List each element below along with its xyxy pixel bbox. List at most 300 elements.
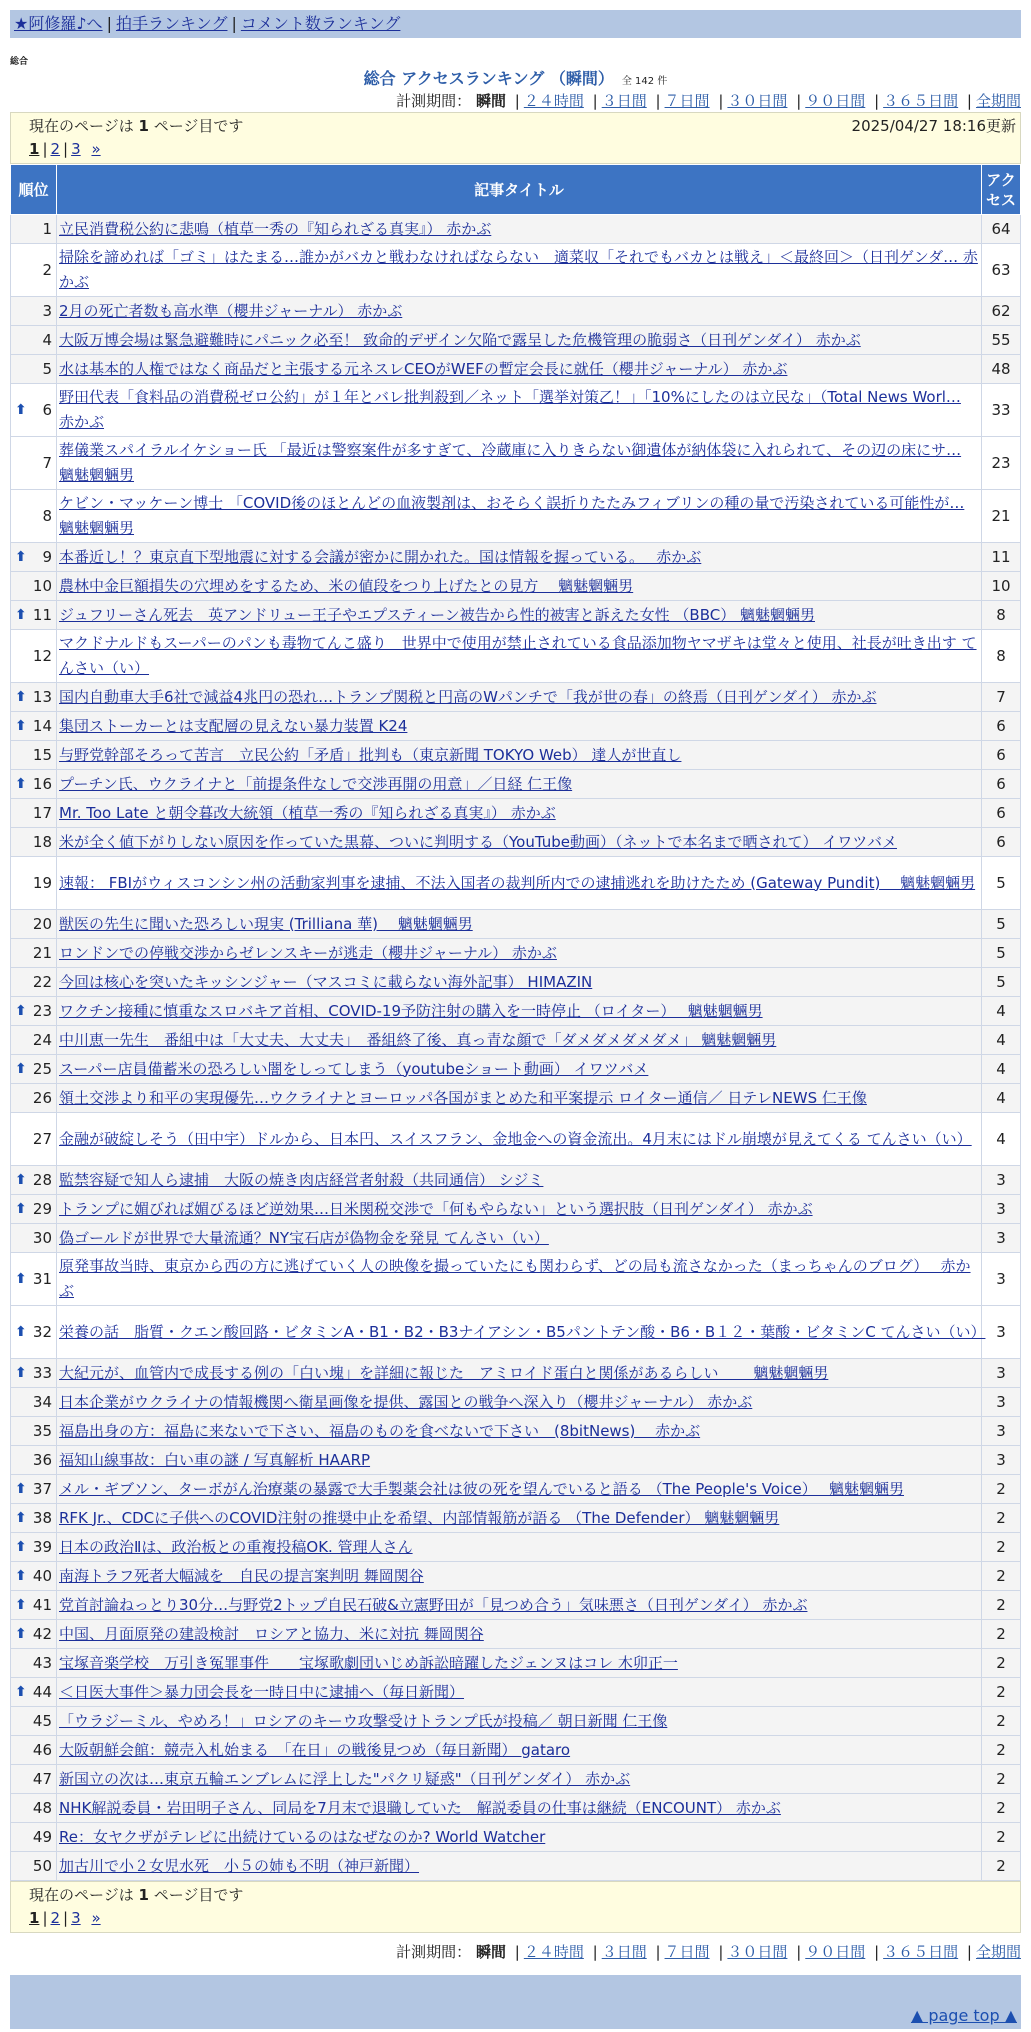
rank-number: 5 [42,359,52,378]
table-row [11,1736,1021,1765]
rank-number: 26 [32,1088,52,1107]
top-nav-bar [10,10,1021,38]
page-separator: | [63,140,69,158]
rank-cell [11,1794,57,1823]
access-count: 10 [982,572,1021,601]
access-count: 5 [982,968,1021,997]
rank-up-arrow-icon: ⬆ [15,1510,27,1526]
table-row [11,215,1021,244]
page-link-3[interactable]: 3 [71,140,81,158]
rank-cell [11,741,57,770]
table-row [11,1417,1021,1446]
header-title: 記事タイトル [57,165,982,215]
title-cell [57,857,982,910]
rank-up-arrow-icon: ⬆ [15,718,27,734]
access-count: 2 [982,1475,1021,1504]
rank-up-arrow-icon: ⬆ [15,402,27,418]
rank-number: 31 [32,1269,52,1288]
rank-cell [11,997,57,1026]
rank-cell [11,244,57,297]
article-title-link[interactable]: 原発事故当時、東京から西の方に逃げていく人の映像を撮っていたにも関わらず、どの局も流さなかった（まっちゃんのブログ） 赤かぶ [59,1257,971,1300]
period-separator: | [655,1943,661,1961]
nav-link-comment-ranking[interactable]: コメント数ランキング [240,14,401,33]
table-row [11,1113,1021,1166]
table-row [11,543,1021,572]
article-title-link[interactable]: 「ウラジーミル、やめろ！」ロシアのキーウ攻撃受けトランプ氏が投稿／ 朝日新聞 仁王像 [59,1711,668,1730]
rank-cell [11,1306,57,1359]
title-cell [57,1707,982,1736]
rank-cell [11,1446,57,1475]
article-title-link[interactable]: 監禁容疑で知人ら逮捕 大阪の焼き肉店経営者射殺（共同通信） シジミ [59,1170,544,1189]
article-title-link[interactable]: 金融が破綻しそう（田中宇）ドルから、日本円、スイスフラン、金地金への資金流出。4月末にはドル崩壊が見えてくる てんさい（い） [59,1129,972,1148]
article-title-link[interactable]: 大阪朝鮮会館：競売入札始まる 「在日」の戦後見つめ（毎日新聞） gataro [59,1740,571,1759]
article-title-link[interactable]: 葬儀業スパイラルイケショー氏 「最近は警察案件が多すぎて、冷蔵庫に入りきらない御遺体が納体袋に入れられて、その辺の床にサ… 魑魅魍魎男 [59,441,962,484]
rank-cell [11,543,57,572]
rank-up-arrow-icon: ⬆ [15,1271,27,1287]
access-count: 5 [982,939,1021,968]
access-count: 2 [982,1707,1021,1736]
period-option-all[interactable]: 全期間 [975,1943,1021,1961]
article-title-link[interactable]: 掃除を諦めれば「ゴミ」はたまる…誰かがバカと戦わなければならない 適菜収「それでもバカとは戦え」＜最終回＞（日刊ゲンダ… 赤かぶ [59,248,978,291]
article-title-link[interactable]: 獣医の先生に聞いた恐ろしい現実 (Trilliana 華) 魑魅魍魎男 [59,914,473,933]
rank-up-arrow-icon: ⬆ [15,1365,27,1381]
article-title-link[interactable]: RFK Jr.、CDCに子供へのCOVID注射の推奨中止を希望、内部情報筋が語る （The Defender） 魑魅魍魎男 [59,1508,780,1527]
table-row [11,939,1021,968]
rank-cell [11,1649,57,1678]
page-status-prefix: 現在のページは [29,117,134,135]
access-count: 48 [982,355,1021,384]
rank-cell [11,857,57,910]
page-link-current: 1 [29,1909,40,1927]
rank-number: 29 [32,1199,52,1218]
rank-up-arrow-icon: ⬆ [15,1003,27,1019]
title-cell [57,1388,982,1417]
access-count: 2 [982,1591,1021,1620]
rank-cell [11,1359,57,1388]
page-status-current: 1 [138,1886,149,1904]
rank-number: 10 [32,576,52,595]
table-row [11,1794,1021,1823]
article-title-link[interactable]: 日本の政治Ⅱは、政治板との重複投稿OK. 管理人さん [59,1537,413,1556]
article-title-link[interactable]: Re：女ヤクザがテレビに出続けているのはなぜなのか? World Watcher [59,1827,546,1846]
ranking-title [10,68,1021,90]
title-cell [57,1306,986,1359]
article-title-link[interactable]: 2月の死亡者数も高水準（櫻井ジャーナル） 赤かぶ [59,301,403,320]
rank-cell [11,683,57,712]
rank-up-arrow-icon: ⬆ [15,1684,27,1700]
rank-number: 49 [32,1827,52,1846]
access-count: 21 [982,490,1021,543]
ranking-count: 全 142 件 [621,76,668,87]
title-cell [57,1852,982,1881]
period-option-24h[interactable]: ２４時間 [523,92,584,110]
access-count: 2 [982,1823,1021,1852]
access-count: 8 [982,601,1021,630]
rank-up-arrow-icon: ⬆ [15,1568,27,1584]
period-separator: | [718,92,724,110]
article-title-link[interactable]: 米が全く値下がりしない原因を作っていた黒幕、ついに判明する（YouTube動画）（ネットで本名まで晒されて） イワツバメ [59,832,897,851]
title-cell [57,1224,982,1253]
article-title-link[interactable]: 新国立の次は…東京五輪エンブレムに浮上した"パクリ疑惑"（日刊ゲンダイ） 赤かぶ [59,1769,631,1788]
rank-number: 1 [42,219,52,238]
page-link-2[interactable]: 2 [50,140,61,158]
rank-cell [11,1736,57,1765]
article-title-link[interactable]: ワクチン接種に慎重なスロバキア首相、COVID-19予防注射の購入を一時停止 （ロイター） 魑魅魍魎男 [59,1001,763,1020]
table-row [11,601,1021,630]
rank-cell [11,1620,57,1649]
title-cell [57,1794,982,1823]
period-separator: | [796,1943,802,1961]
table-row [11,244,1021,297]
category-label: 総合 [10,57,29,67]
table-row [11,799,1021,828]
rank-cell [11,1562,57,1591]
title-cell [57,1533,982,1562]
access-count: 4 [982,1113,1021,1166]
rank-number: 23 [32,1001,52,1020]
rank-up-arrow-icon: ⬆ [15,1201,27,1217]
rank-number: 35 [32,1421,52,1440]
title-cell [57,712,982,741]
page-info-top [10,112,1021,164]
article-title-link[interactable]: NHK解説委員・岩田明子さん、同局を7月末で退職していた 解説委員の仕事は継続（ENCOUNT） 赤かぶ [59,1798,781,1817]
table-row [11,828,1021,857]
rank-cell [11,1113,57,1166]
title-cell [57,1026,982,1055]
rank-cell [11,1026,57,1055]
table-row [11,968,1021,997]
title-cell [57,968,982,997]
rank-cell [11,490,57,543]
rank-cell [11,1253,57,1306]
period-option-3d[interactable]: ３日間 [601,92,647,110]
period-option-7d[interactable]: ７日間 [664,92,710,110]
rank-cell [11,326,57,355]
period-separator: | [514,1943,520,1961]
rank-cell [11,601,57,630]
page-link-2[interactable]: 2 [50,1909,61,1927]
table-row [11,683,1021,712]
article-title-link[interactable]: 領土交渉より和平の実現優先…ウクライナとヨーロッパ各国がまとめた和平案提示 ロイター通信／ 日テレNEWS 仁王像 [59,1088,867,1107]
title-cell [57,1504,982,1533]
rank-number: 19 [32,873,52,892]
article-title-link[interactable]: ロンドンでの停戦交渉からゼレンスキーが逃走（櫻井ジャーナル） 赤かぶ [59,943,557,962]
access-count: 6 [982,799,1021,828]
page-status-suffix: ページ目です [153,117,244,135]
table-row [11,326,1021,355]
nav-separator: | [106,14,112,33]
period-separator: | [514,92,520,110]
article-title-link[interactable]: 集団ストーカーとは支配層の見えない暴力装置 K24 [59,716,408,735]
article-title-link[interactable]: 今回は核心を突いたキッシンジャー（マスコミに載らない海外記事） HIMAZIN [59,972,593,991]
page-separator: | [63,1909,69,1927]
rank-cell [11,1417,57,1446]
table-row [11,437,1021,490]
article-title-link[interactable]: プーチン氏、ウクライナと「前提条件なしで交渉再開の用意」／日経 仁王像 [59,774,573,793]
title-cell [57,244,982,297]
period-label: 計測期間： [396,92,472,110]
access-count: 23 [982,437,1021,490]
rank-number: 8 [42,506,52,525]
rank-up-arrow-icon: ⬆ [15,1597,27,1613]
article-title-link[interactable]: 本番近し！？東京直下型地震に対する会議が密かに開かれた。国は情報を握っている。 赤かぶ [59,547,702,566]
title-cell [57,997,982,1026]
article-title-link[interactable]: メル・ギブソン、ターボがん治療薬の暴露で大手製薬会社は彼の死を望んでいると語る （The People's Voice） 魑魅魍魎男 [59,1479,904,1498]
period-option-30d[interactable]: ３０日間 [727,92,788,110]
article-title-link[interactable]: 大紀元が、血管内で成長する例の「白い塊」を詳細に報じた アミロイド蛋白と関係があるらしい 魑魅魍魎男 [59,1363,829,1382]
page-status [29,1884,1002,1907]
period-separator: | [966,1943,972,1961]
ranking-table-body [11,215,1021,1881]
rank-up-arrow-icon: ⬆ [15,1481,27,1497]
rank-cell [11,799,57,828]
article-title-link[interactable]: 偽ゴールドが世界で大量流通？NY宝石店が偽物金を発見 てんさい（い） [59,1228,549,1247]
period-option-30d[interactable]: ３０日間 [727,1943,788,1961]
access-count: 63 [982,244,1021,297]
rank-number: 21 [32,943,52,962]
rank-number: 41 [32,1595,52,1614]
title-cell [57,490,982,543]
rank-cell [11,1055,57,1084]
table-row [11,297,1021,326]
period-option-365d[interactable]: ３６５日間 [883,1943,959,1961]
rank-cell [11,1504,57,1533]
article-title-link[interactable]: 立民消費税公約に悲鳴（植草一秀の『知られざる真実』） 赤かぶ [59,219,492,238]
article-title-link[interactable]: Mr. Too Late と朝令暮改大統領（植草一秀の『知られざる真実』） 赤かぶ [59,803,556,822]
title-cell [57,1195,982,1224]
rank-cell [11,968,57,997]
access-count: 3 [982,1253,1021,1306]
rank-number: 33 [32,1363,52,1382]
rank-number: 24 [32,1030,52,1049]
rank-number: 38 [32,1508,52,1527]
period-option-365d[interactable]: ３６５日間 [883,92,959,110]
period-option-all[interactable]: 全期間 [975,92,1021,110]
rank-number: 22 [32,972,52,991]
rank-number: 40 [32,1566,52,1585]
table-row [11,1055,1021,1084]
page-link-next[interactable]: » [91,1909,101,1927]
access-count: 6 [982,712,1021,741]
article-title-link[interactable]: 福島出身の方：福島に来ないで下さい、福島のものを食べないで下さい (8bitNews) 赤かぶ [59,1421,701,1440]
title-cell [57,543,982,572]
rank-number: 37 [32,1479,52,1498]
page-separator: | [42,140,48,158]
access-count: 4 [982,1055,1021,1084]
title-cell [57,910,982,939]
period-current: 瞬間 [475,1943,506,1961]
header-access: アクセス [982,165,1021,215]
title-cell [57,1649,982,1678]
rank-up-arrow-icon: ⬆ [15,607,27,623]
table-row [11,1765,1021,1794]
article-title-link[interactable]: スーパー店員備蓄米の恐ろしい闇をしってしまう（youtubeショート動画） イワツバメ [59,1059,649,1078]
access-count: 3 [982,1195,1021,1224]
table-row [11,572,1021,601]
period-option-3d[interactable]: ３日間 [601,1943,647,1961]
rank-up-arrow-icon: ⬆ [15,1061,27,1077]
rank-number: 16 [32,774,52,793]
table-row [11,630,1021,683]
page-link-3[interactable]: 3 [71,1909,81,1927]
table-row [11,1678,1021,1707]
period-option-24h[interactable]: ２４時間 [523,1943,584,1961]
table-row [11,1562,1021,1591]
access-count: 2 [982,1649,1021,1678]
article-title-link[interactable]: 福知山線事故：白い車の謎 / 写真解析 HAARP [59,1450,371,1469]
title-cell [57,1475,982,1504]
article-title-link[interactable]: ＜日医大事件＞暴力団会長を一時日中に逮捕へ（毎日新聞） [59,1682,465,1701]
page-separator [84,140,89,158]
page-top-link[interactable]: ▲ page top ▲ [910,2006,1017,2025]
table-row [11,1166,1021,1195]
title-cell [57,326,982,355]
table-row [11,1446,1021,1475]
rank-cell [11,770,57,799]
period-option-7d[interactable]: ７日間 [664,1943,710,1961]
table-row [11,1823,1021,1852]
title-cell [57,384,982,437]
title-cell [57,683,982,712]
rank-cell [11,1707,57,1736]
rank-cell [11,1195,57,1224]
access-count: 2 [982,1620,1021,1649]
period-separator: | [592,1943,598,1961]
access-count: 8 [982,630,1021,683]
article-title-link[interactable]: 速報： FBIがウィスコンシン州の活動家判事を逮捕、不法入国者の裁判所内での逮捕逃れを助けたため (Gateway Pundit) 魑魅魍魎男 [59,873,976,892]
rank-cell [11,297,57,326]
rank-cell [11,1852,57,1881]
rank-number: 6 [42,400,52,419]
rank-number: 25 [32,1059,52,1078]
nav-link-home[interactable]: ★阿修羅♪へ [14,14,103,33]
rank-number: 3 [42,301,52,320]
title-cell [57,572,982,601]
rank-number: 11 [32,605,52,624]
bottom-bar [10,1975,1021,2029]
article-title-link[interactable]: ジュフリーさん死去 英アンドリュー王子やエプスティーン被告から性的被害と訴えた女性 （BBC） 魑魅魍魎男 [59,605,815,624]
article-title-link[interactable]: 南海トラフ死者大幅減を 自民の提言案判明 舞岡関谷 [59,1566,424,1585]
title-cell [57,1620,982,1649]
article-title-link[interactable]: 栄養の話 脂質・クエン酸回路・ビタミンA・B1・B2・B3ナイアシン・B5パントテン酸・B6・B１２・葉酸・ビタミンC てんさい（い） [59,1322,986,1341]
article-title-link[interactable]: マクドナルドもスーパーのパンも毒物てんこ盛り 世界中で使用が禁止されている食品添加物ヤマザキは堂々と使用、社長が吐き出す てんさい（い） [59,634,977,677]
title-cell [57,1765,982,1794]
article-title-link[interactable]: 中川恵一先生 番組中は「大丈夫、大丈夫」 番組終了後、真っ青な顔で「ダメダメダメダメ」 魑魅魍魎男 [59,1030,777,1049]
page-link-next[interactable]: » [91,140,101,158]
rank-up-arrow-icon: ⬆ [15,1172,27,1188]
page-info-bottom [10,1881,1021,1933]
title-cell [57,1084,982,1113]
article-title-link[interactable]: 国内自動車大手6社で減益4兆円の恐れ…トランプ関税と円高のWパンチで「我が世の春」の終焉（日刊ゲンダイ） 赤かぶ [59,687,877,706]
nav-link-applause-ranking[interactable]: 拍手ランキング [115,14,228,33]
article-title-link[interactable]: 宝塚音楽学校 万引き冤罪事件 宝塚歌劇団いじめ訴訟暗躍したジェンヌはコレ 木卯正一 [59,1653,678,1672]
access-count: 2 [982,1504,1021,1533]
updated-timestamp: 2025/04/27 18:16更新 [851,117,1016,135]
rank-cell [11,1533,57,1562]
page-separator: | [42,1909,48,1927]
article-title-link[interactable]: ケビン・マッケーン博士 「COVID後のほとんどの血液製剤は、おそらく誤折りたたみフィブリンの種の量で汚染されている可能性が… 魑魅魍魎男 [59,494,965,537]
access-count: 62 [982,297,1021,326]
table-row [11,1195,1021,1224]
period-option-90d[interactable]: ９０日間 [805,92,866,110]
table-row [11,1852,1021,1881]
rank-cell [11,215,57,244]
access-count: 55 [982,326,1021,355]
article-title-link[interactable]: 与野党幹部そろって苦言 立民公約「矛盾」批判も（東京新聞 TOKYO Web） 達人が世直し [59,745,682,764]
period-option-90d[interactable]: ９０日間 [805,1943,866,1961]
article-title-link[interactable]: 大阪万博会場は緊急避難時にパニック必至！ 致命的デザイン欠陥で露呈した危機管理の脆弱さ（日刊ゲンダイ） 赤かぶ [59,330,861,349]
title-cell [57,939,982,968]
ranking-title-text: 総合 アクセスランキング （瞬間） [363,69,614,88]
title-cell [57,1055,982,1084]
table-row [11,1388,1021,1417]
pagination-top [29,138,1002,161]
nav-separator: | [231,14,237,33]
table-row [11,1707,1021,1736]
title-cell [57,1678,982,1707]
rank-number: 34 [32,1392,52,1411]
article-title-link[interactable]: トランプに媚びれば媚びるほど逆効果…日米関税交渉で「何もやらない」という選択肢（日刊ゲンダイ） 赤かぶ [59,1199,813,1218]
article-title-link[interactable]: 中国、月面原発の建設検討 ロシアと協力、米に対抗 舞岡関谷 [59,1624,484,1643]
rank-number: 32 [32,1322,52,1341]
access-count: 2 [982,1736,1021,1765]
period-current: 瞬間 [475,92,506,110]
title-cell [57,1736,982,1765]
article-title-link[interactable]: 加古川で小２女児水死 小５の姉も不明（神戸新聞） [59,1856,420,1875]
access-count: 3 [982,1359,1021,1388]
table-row [11,997,1021,1026]
period-separator: | [718,1943,724,1961]
table-row [11,1306,1021,1359]
table-row [11,384,1021,437]
rank-cell [11,1224,57,1253]
article-title-link[interactable]: 日本企業がウクライナの情報機関へ衛星画像を提供、露国との戦争へ深入り（櫻井ジャーナル） 赤かぶ [59,1392,753,1411]
article-title-link[interactable]: 水は基本的人権ではなく商品だと主張する元ネスレCEOがWEFの暫定会長に就任（櫻井ジャーナル） 赤かぶ [59,359,788,378]
title-cell [57,297,982,326]
rank-number: 4 [42,330,52,349]
access-count: 64 [982,215,1021,244]
access-count: 3 [982,1224,1021,1253]
page-status-suffix: ページ目です [153,1886,244,1904]
rank-cell [11,384,57,437]
rank-cell [11,437,57,490]
rank-number: 13 [32,687,52,706]
table-row [11,490,1021,543]
access-count: 4 [982,1026,1021,1055]
rank-number: 7 [42,453,52,472]
rank-cell [11,1823,57,1852]
access-count: 3 [982,1446,1021,1475]
rank-cell [11,1166,57,1195]
table-row [11,1649,1021,1678]
ranking-table [10,164,1021,1881]
rank-number: 42 [32,1624,52,1643]
rank-number: 15 [32,745,52,764]
access-count: 3 [982,1166,1021,1195]
rank-cell [11,910,57,939]
article-title-link[interactable]: 野田代表「食料品の消費税ゼロ公約」が１年とバレ批判殺到／ネット「選挙対策乙！」「10%にしたのは立民な」（Total News Worl… 赤かぶ [59,388,961,431]
access-count: 3 [982,1417,1021,1446]
period-selector-bottom [10,1941,1021,1963]
rank-up-arrow-icon: ⬆ [15,549,27,565]
access-count: 2 [982,1852,1021,1881]
article-title-link[interactable]: 党首討論ねっとり30分…与野党2トップ自民石破&立憲野田が「見つめ合う」気味悪さ（日刊ゲンダイ） 赤かぶ [59,1595,808,1614]
rank-number: 14 [32,716,52,735]
article-title-link[interactable]: 農林中金巨額損失の穴埋めをするため、米の値段をつり上げたとの見方 魑魅魍魎男 [59,576,634,595]
page-status-current: 1 [138,117,149,135]
title-cell [57,828,982,857]
title-cell [57,1446,982,1475]
